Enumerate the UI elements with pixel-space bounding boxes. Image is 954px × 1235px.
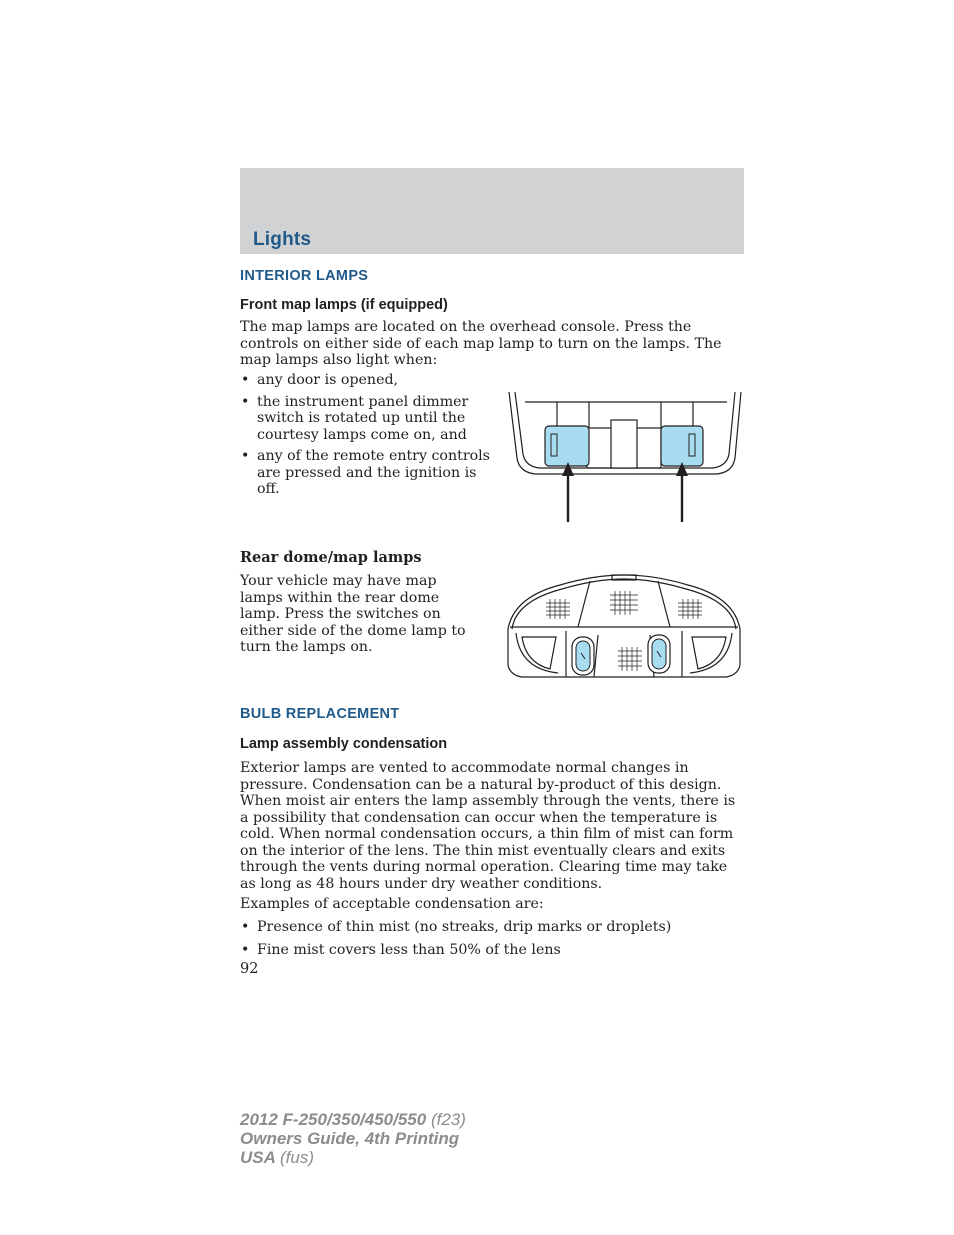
front-map-lamps-intro: The map lamps are located on the overhead console. Press the controls on either side of each map lamp to turn on the lamps. The map lamps also light when: xyxy=(240,319,722,368)
right-dome-lamp-switch xyxy=(648,635,670,673)
section-header-band xyxy=(240,168,744,254)
list-item: • any door is opened, xyxy=(240,372,490,389)
front-map-lamps-heading: Front map lamps (if equipped) xyxy=(240,297,448,313)
left-map-lamp xyxy=(545,426,589,466)
section-title: Lights xyxy=(253,229,312,250)
overhead-console-outline xyxy=(509,392,741,474)
dome-lamp-housing xyxy=(508,575,740,677)
list-item: • Fine mist covers less than 50% of the lens xyxy=(240,942,740,959)
footer-line-edition: Owners Guide, 4th Printing xyxy=(240,1129,460,1148)
condensation-examples-intro: Examples of acceptable condensation are: xyxy=(240,896,544,912)
lamp-grille-pattern xyxy=(546,591,702,671)
footer-line-market: USA (fus) xyxy=(240,1148,314,1167)
interior-lamps-heading: INTERIOR LAMPS xyxy=(240,268,369,284)
footer-line-model: 2012 F-250/350/450/550 (f23) xyxy=(240,1110,466,1129)
condensation-examples-list xyxy=(240,919,740,958)
bulb-replacement-heading: BULB REPLACEMENT xyxy=(240,706,400,722)
left-dome-lamp-switch xyxy=(572,637,594,675)
lamp-assembly-condensation-heading: Lamp assembly condensation xyxy=(240,736,448,752)
right-map-lamp xyxy=(661,426,703,466)
front-map-lamps-conditions xyxy=(240,372,490,498)
left-callout-arrow xyxy=(562,462,574,522)
front-map-lamps-illustration xyxy=(505,388,745,528)
list-item: • any of the remote entry controls are pressed and the ignition is off. xyxy=(240,448,490,498)
page-number: 92 xyxy=(240,961,259,977)
rear-dome-map-lamps-body: Your vehicle may have map lamps within the rear dome lamp. Press the switches on either side of the dome lamp to turn the lamps on. xyxy=(240,573,466,655)
list-item: • the instrument panel dimmer switch is rotated up until the courtesy lamps come on, and xyxy=(240,394,490,444)
rear-dome-map-lamps-heading: Rear dome/map lamps xyxy=(240,549,422,566)
right-callout-arrow xyxy=(676,462,688,522)
document-footer xyxy=(240,1110,466,1167)
condensation-body: Exterior lamps are vented to accommodate normal changes in pressure. Condensation can be a natural by-product of this design. When moist air enters the lamp assembly through the vents, there is a possibility that condensation can occur when the temperature is cold. When normal condensation occurs, a thin film of mist can form on the interior of the lens. The thin mist eventually clears and exits through the vents during normal operation. Clearing time may take as long as 48 hours under dry weather conditions. xyxy=(240,760,736,892)
rear-dome-lamp-illustration xyxy=(502,573,746,687)
list-item: • Presence of thin mist (no streaks, drip marks or droplets) xyxy=(240,919,740,936)
